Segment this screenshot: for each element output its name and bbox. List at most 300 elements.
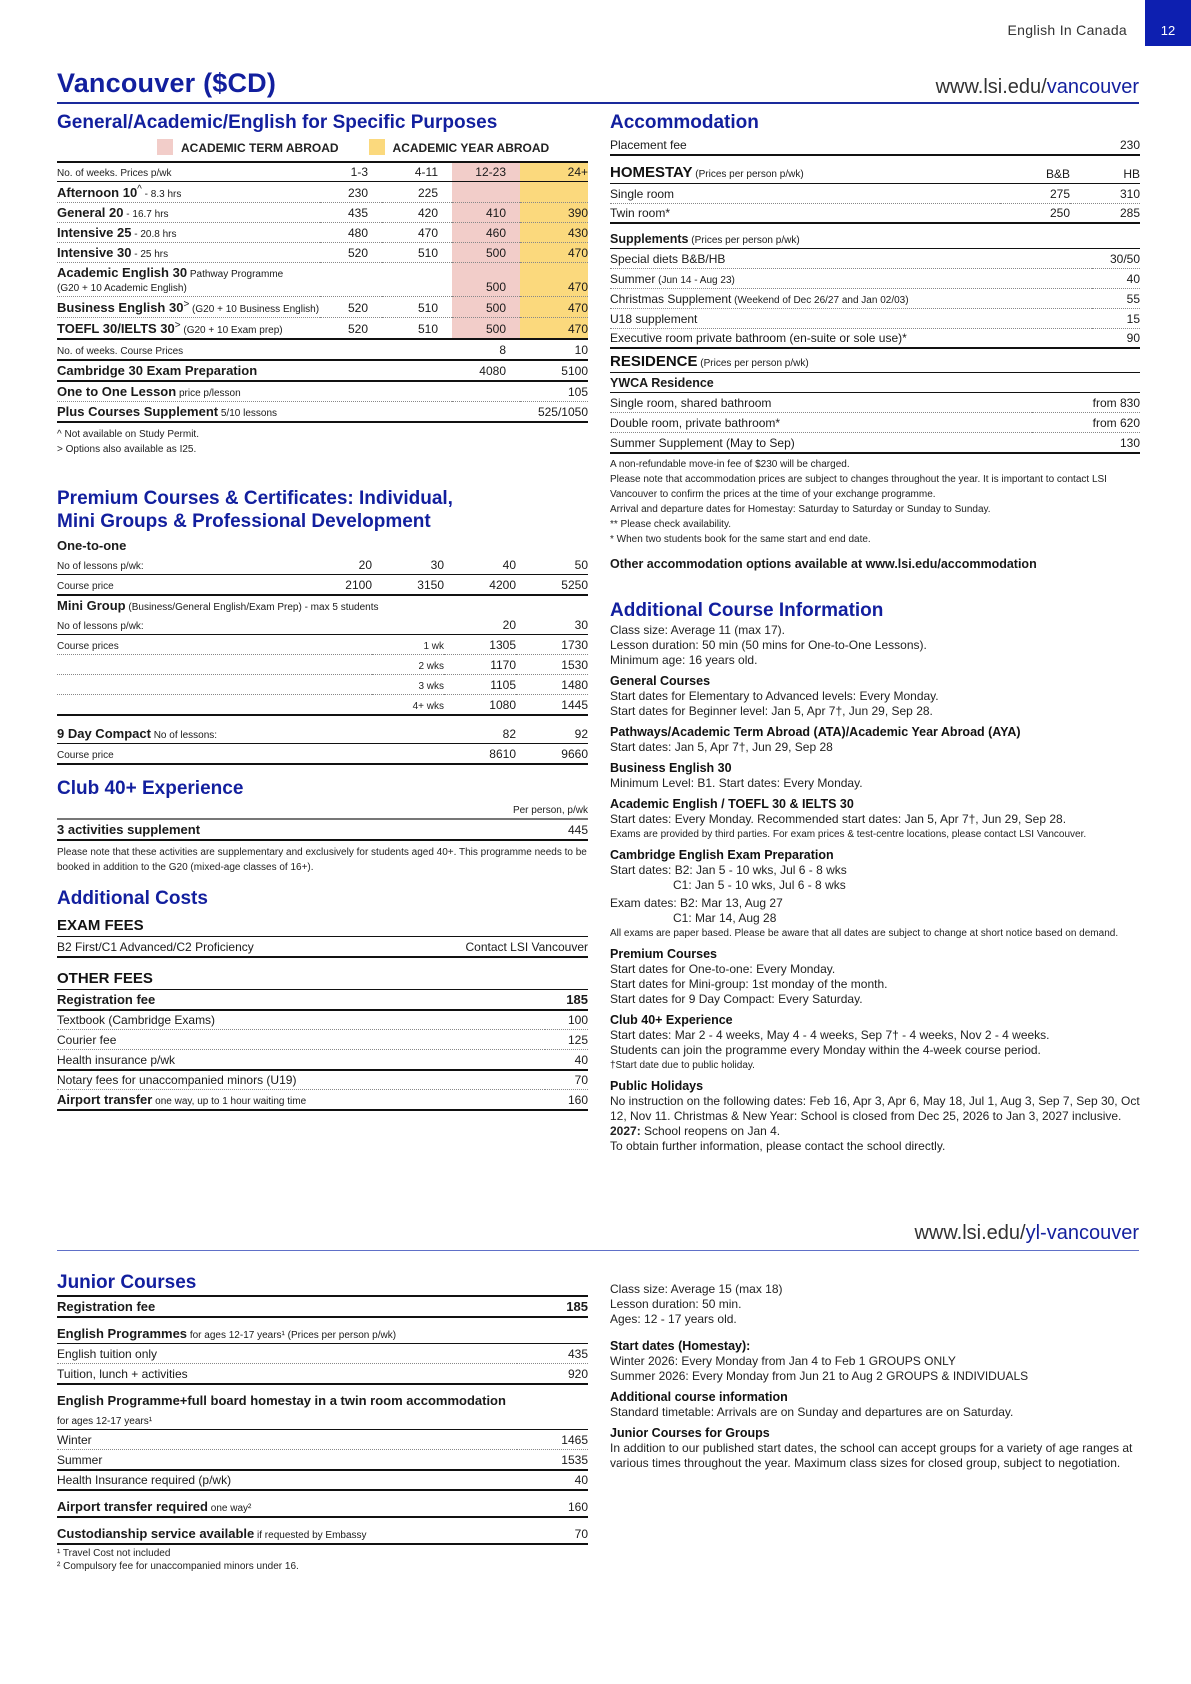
weeks-label: 4+ wks [372, 695, 444, 715]
row-label: Intensive 30 [57, 245, 132, 261]
course-col: 8 [452, 340, 520, 360]
row-value [520, 182, 588, 203]
row-value: 1445 [516, 695, 588, 715]
one-to-one-table [57, 536, 588, 596]
row-label: Academic English 30 [57, 265, 188, 281]
row-detail: - 16.7 hrs [123, 209, 169, 221]
residence-table [610, 351, 1140, 454]
price-label: Course price [57, 744, 444, 764]
row-value: 1305 [444, 635, 516, 655]
general-section [57, 112, 588, 457]
row-detail: (Weekend of Dec 26/27 and Jan 02/03) [731, 294, 909, 306]
row-label: Summer [610, 271, 656, 286]
info-line: Minimum Level: B1. Start dates: Every Monday. [610, 775, 863, 790]
programmes-label: English Programmes [57, 1326, 188, 1342]
row-label: Summer Supplement (May to Sep) [610, 433, 1032, 453]
page-number: 12 [1145, 0, 1191, 46]
club40-col-label: Per person, p/wk [57, 805, 588, 820]
table-row [57, 203, 588, 223]
supplements-detail: (Prices per person p/wk) [688, 234, 800, 246]
row-value: from 830 [1032, 393, 1140, 413]
table-row [610, 433, 1140, 453]
section-label: English In Canada [1007, 22, 1127, 38]
footnote: ¹ Travel Cost not included [57, 1547, 171, 1559]
heading-line: Mini Groups & Professional Development [57, 510, 431, 532]
course-info-section [610, 600, 1140, 1154]
table-row [57, 381, 588, 402]
table-row [57, 297, 588, 318]
url-prefix: www.lsi.edu/ [914, 1222, 1026, 1244]
row-value: 160 [545, 1090, 588, 1111]
info-line: Lesson duration: 50 min. [610, 1297, 742, 1311]
table-row [610, 268, 1140, 288]
row-value: 470 [520, 318, 588, 340]
lessons-value: 82 [444, 724, 516, 744]
table-row [57, 360, 588, 381]
info-line: Standard timetable: Arrivals are on Sunday and departures are on Saturday. [610, 1405, 1014, 1419]
fullboard-label: English Programme+full board homestay in a twin room accommodation [57, 1392, 506, 1408]
table-row [610, 413, 1140, 433]
note: A non-refundable move-in fee of $230 will be charged. [610, 458, 850, 470]
row-value: 5100 [520, 360, 588, 381]
columns-label: No. of weeks. Prices p/wk [57, 162, 320, 182]
note: ** Please check availability. [610, 518, 731, 530]
row-label-cell [57, 318, 320, 340]
info-line: Class size: Average 11 (max 17). [610, 622, 785, 637]
row-label: Custodianship service available [57, 1525, 255, 1541]
row-label [57, 655, 372, 675]
row-label-cell [57, 203, 320, 223]
junior-info-section [610, 1282, 1140, 1471]
row-label-cell [610, 248, 1092, 268]
row-label: Tuition, lunch + activities [57, 1364, 517, 1384]
row-label: U18 supplement [610, 311, 698, 326]
lessons-row [57, 555, 588, 575]
info-note: Exams are provided by third parties. For exam prices & test-centre locations, please contact LSI Vancouver. [610, 828, 1087, 840]
row-sup: ^ [137, 184, 142, 196]
info-subheading: Club 40+ Experience [610, 1012, 733, 1027]
footnote: > Options also available as I25. [57, 444, 197, 456]
weeks-label: 3 wks [372, 675, 444, 695]
mini-group-table [57, 596, 588, 716]
other-fees-heading: OTHER FEES [57, 970, 588, 990]
info-line: Start dates for Elementary to Advanced levels: Every Monday. [610, 688, 939, 703]
info-line: To obtain further information, please contact the school directly. [610, 1138, 946, 1153]
row-value: 520 [320, 297, 382, 318]
placement-table [610, 135, 1140, 156]
yl-vancouver-link[interactable] [914, 1222, 1139, 1245]
lessons-value: 92 [516, 724, 588, 744]
row-value: 420 [382, 203, 452, 223]
row-value: 500 [452, 318, 520, 340]
row-label: Health insurance p/wk [57, 1052, 176, 1067]
info-line: Exam dates: B2: Mar 13, Aug 27 [610, 895, 783, 910]
footnote: ^ Not available on Study Permit. [57, 429, 199, 441]
weeks-label: 2 wks [372, 655, 444, 675]
table-row [57, 635, 588, 655]
row-value: 470 [520, 243, 588, 263]
supplements-table [610, 228, 1140, 349]
exam-fees-heading: EXAM FEES [57, 917, 588, 937]
info-line: Lesson duration: 50 min (50 mins for One-to-One Lessons). [610, 637, 927, 652]
info-subheading: Premium Courses [610, 946, 717, 961]
residence-sub: YWCA Residence [610, 373, 1140, 393]
row-label-cell [610, 268, 1092, 288]
row-label: Airport transfer [57, 1092, 153, 1108]
lessons-label: No of lessons p/wk: [57, 615, 444, 635]
row-label [57, 695, 372, 715]
info-subheading: Additional course information [610, 1390, 788, 1404]
page-title: Vancouver ($CD) [57, 68, 277, 98]
row-value: 470 [520, 297, 588, 318]
costs-section [57, 888, 588, 1111]
info-subheading: Cambridge English Exam Preparation [610, 847, 834, 862]
row-value [320, 263, 382, 297]
club40-note: Please note that these activities are supplementary and exclusively for students aged 40+. This programme needs to be booked in addition to the G20 (mixed-age classes of 16+). [57, 846, 587, 873]
row-detail: Pathway Programme [187, 269, 284, 281]
general-footnotes [57, 427, 588, 457]
row-label: Single room, shared bathroom [610, 393, 1032, 413]
lessons-value: 40 [444, 555, 516, 575]
row-value: from 620 [1032, 413, 1140, 433]
junior-airport-table [57, 1497, 588, 1518]
table-row [57, 1050, 588, 1070]
row-value: 55 [1092, 288, 1140, 308]
table-header-row [57, 162, 588, 182]
table-row [57, 1344, 588, 1364]
row-label-cell [57, 990, 545, 1010]
table-row [57, 263, 588, 297]
course-price-table [57, 340, 588, 423]
row-detail: one way² [207, 1502, 252, 1514]
table-row [610, 328, 1140, 348]
one-to-one-label: One-to-one [57, 537, 127, 553]
row-value: 480 [320, 223, 382, 243]
row-label: Registration fee [57, 991, 156, 1007]
row-value: 185 [545, 990, 588, 1010]
row-label: 3 activities supplement [57, 820, 523, 840]
info-subheading: Junior Courses for Groups [610, 1426, 770, 1440]
homestay-label: HOMESTAY [610, 163, 693, 181]
info-line: Minimum age: 16 years old. [610, 652, 758, 667]
junior-section [57, 1272, 588, 1573]
info-line: Students can join the programme every Monday within the 4-week course period. [610, 1042, 1041, 1057]
info-line: Winter 2026: Every Monday from Jan 4 to Feb 1 GROUPS ONLY [610, 1354, 956, 1368]
row-value: 15 [1092, 308, 1140, 328]
row-label: One to One Lesson [57, 384, 177, 400]
legend-term [157, 139, 339, 155]
costs-heading: Additional Costs [57, 888, 208, 909]
row-label: Christmas Supplement [610, 291, 732, 306]
row-label: Registration fee [57, 1296, 492, 1317]
row-detail: if requested by Embassy [254, 1529, 367, 1541]
row-label: English tuition only [57, 1344, 517, 1364]
row-sup: > [183, 299, 190, 311]
row-value: 160 [538, 1497, 588, 1517]
row-value [452, 182, 520, 203]
info-subheading: Academic English / TOEFL 30 & IELTS 30 [610, 796, 854, 811]
info-line: Start dates: Mar 2 - 4 weeks, May 4 - 4 weeks, Sep 7† - 4 weeks, Nov 2 - 4 weeks. [610, 1027, 1050, 1042]
row-value: 1535 [517, 1450, 588, 1470]
info-line: No instruction on the following dates: Feb 16, Apr 3, Apr 6, May 18, Jul 1, Aug 3, Sep 7, Sep 30, Oct 12, Nov 11. Christmas & New Year: School is closed from Dec 25, 2026 to Jan 3, 2027 inclusive. [610, 1093, 1140, 1123]
info-subheading: Start dates (Homestay): [610, 1339, 751, 1353]
mini-group-detail: (Business/General English/Exam Prep) - max 5 students [125, 601, 379, 613]
row-value: 510 [382, 318, 452, 340]
row-value: 920 [517, 1364, 588, 1384]
table-row [57, 1030, 588, 1050]
row-label: Winter [57, 1430, 517, 1450]
row-value: 105 [520, 381, 588, 402]
info-line: C1: Mar 14, Aug 28 [673, 910, 777, 925]
info-subheading: General Courses [610, 673, 711, 688]
info-line: Start dates for 9 Day Compact: Every Saturday. [610, 991, 863, 1006]
residence-detail: (Prices per person p/wk) [697, 358, 809, 370]
course-info-body [610, 623, 1140, 1154]
price-row [57, 575, 588, 595]
table-row [57, 1010, 588, 1030]
row-value: 525/1050 [520, 402, 588, 423]
row-label: Airport transfer required [57, 1498, 208, 1514]
course-label: No. of weeks. Course Prices [57, 340, 452, 360]
row-label: Special diets B&B/HB [610, 251, 726, 266]
row-label-cell [57, 263, 320, 297]
legend-term-label: ACADEMIC TERM ABROAD [181, 140, 339, 155]
price-value: 2100 [304, 575, 372, 595]
row-detail: (G20 + 10 Business English) [189, 304, 320, 316]
row-label: Health Insurance required (p/wk) [57, 1470, 517, 1490]
info-bold: 2027: [610, 1123, 641, 1138]
row-value: 1080 [444, 695, 516, 715]
info-subheading: Public Holidays [610, 1078, 704, 1093]
info-text: School reopens on Jan 4. [640, 1123, 781, 1138]
row-value: 1480 [516, 675, 588, 695]
lessons-row [57, 615, 588, 635]
junior-fullboard-table [57, 1391, 588, 1491]
info-note: All exams are paper based. Please be aware that all dates are subject to change at short notice based on demand. [610, 927, 1119, 939]
row-value: 130 [1032, 433, 1140, 453]
row-label: Executive room private bathroom (en-suite or sole use)* [610, 331, 907, 346]
course-info-heading: Additional Course Information [610, 600, 884, 621]
junior-info-body [610, 1282, 1140, 1471]
row-value: 500 [452, 263, 520, 297]
note: * When two students book for the same start and end date. [610, 533, 871, 545]
info-subheading: Business English 30 [610, 760, 732, 775]
row-value: 435 [517, 1344, 588, 1364]
fullboard-detail: for ages 12-17 years¹ [57, 1410, 588, 1430]
note: Please note that accommodation prices are subject to changes throughout the year. It is important to contact LSI Vancouver to confirm the prices at the time of your exchange programme. [610, 473, 1107, 500]
course-col: 10 [520, 340, 588, 360]
table-row [610, 288, 1140, 308]
price-value: 8610 [444, 744, 516, 764]
row-value: 510 [382, 297, 452, 318]
lessons-row [57, 724, 588, 744]
row-value: 70 [566, 1524, 588, 1544]
row-label: B2 First/C1 Advanced/C2 Proficiency [57, 937, 384, 957]
row-value: 500 [452, 243, 520, 263]
weeks-label: 1 wk [372, 635, 444, 655]
row-value: 90 [1092, 328, 1140, 348]
other-accommodation-link[interactable]: Other accommodation options available at www.lsi.edu/accommodation [610, 556, 1037, 571]
row-value: 390 [520, 203, 588, 223]
junior-heading: Junior Courses [57, 1272, 197, 1293]
supplements-header [610, 228, 1140, 248]
row-value: 1730 [516, 635, 588, 655]
page-header [1007, 0, 1191, 46]
row-label-cell [57, 1010, 545, 1030]
info-line: Start dates for Mini-group: 1st monday of the month. [610, 976, 888, 991]
row-label-cell [57, 182, 320, 203]
row-label: Notary fees for unaccompanied minors (U19) [57, 1073, 297, 1088]
price-value: 9660 [516, 744, 588, 764]
row-value: Contact LSI Vancouver [384, 937, 588, 957]
year-swatch [369, 139, 385, 155]
info-line: C1: Jan 5 - 10 wks, Jul 6 - 8 wks [673, 877, 846, 892]
heading-line: Premium Courses & Certificates: Individual, [57, 488, 453, 509]
compact-label: 9 Day Compact [57, 726, 151, 742]
junior-custodian-table [57, 1524, 588, 1545]
col-header: 1-3 [320, 162, 382, 182]
row-value: 520 [320, 243, 382, 263]
row-value: 40 [1092, 268, 1140, 288]
term-swatch [157, 139, 173, 155]
table-row [57, 402, 588, 423]
junior-programmes-table [57, 1324, 588, 1385]
accommodation-notes [610, 457, 1140, 547]
row-label: Afternoon 10 [57, 185, 138, 201]
row-label: Textbook (Cambridge Exams) [57, 1013, 216, 1028]
price-label: Course price [57, 575, 304, 595]
info-line [610, 1124, 1140, 1139]
legend-year-label: ACADEMIC YEAR ABROAD [392, 140, 550, 155]
row-label: Summer [57, 1450, 517, 1470]
club40-heading: Club 40+ Experience [57, 778, 244, 799]
row-value: 285 [1070, 203, 1140, 223]
table-row [57, 695, 588, 715]
lessons-value: 20 [304, 555, 372, 575]
table-row [57, 1450, 588, 1470]
row-detail: (Jun 14 - Aug 23) [655, 274, 735, 286]
lessons-value: 20 [444, 615, 516, 635]
compact-table [57, 724, 588, 765]
residence-header [610, 351, 1140, 373]
table-row [57, 675, 588, 695]
row-value: 470 [520, 263, 588, 297]
info-subheading: Pathways/Academic Term Abroad (ATA)/Academic Year Abroad (AYA) [610, 724, 1021, 739]
row-value: 125 [545, 1030, 588, 1050]
footnote: ² Compulsory fee for unaccompanied minors under 16. [57, 1560, 299, 1572]
divider [57, 1250, 1139, 1251]
info-line: Class size: Average 15 (max 18) [610, 1282, 783, 1296]
table-row [57, 1296, 588, 1317]
row-label-cell [610, 328, 1092, 348]
row-label-cell [57, 1090, 545, 1111]
price-value: 3150 [372, 575, 444, 595]
general-price-table [57, 161, 588, 341]
row-value: 70 [545, 1070, 588, 1090]
row-label-cell [57, 1070, 545, 1090]
row-label: Plus Courses Supplement [57, 404, 219, 420]
row-detail: 5/10 lessons [218, 408, 278, 420]
exam-fees-table [57, 937, 588, 958]
row-label: Courier fee [57, 1033, 117, 1048]
homestay-detail: (Prices per person p/wk) [692, 168, 804, 180]
note: Arrival and departure dates for Homestay: Saturday to Saturday or Sunday to Sunday. [610, 503, 991, 515]
row-sup: > [174, 320, 181, 332]
programmes-detail: for ages 12-17 years¹ (Prices per person p/wk) [187, 1330, 397, 1342]
premium-heading [57, 488, 588, 534]
row-detail: price p/lesson [176, 388, 241, 400]
title-row [57, 62, 1139, 104]
club40-section [57, 778, 588, 875]
row-value: 1465 [517, 1430, 588, 1450]
table-row [57, 1470, 588, 1490]
row-value: 100 [545, 1010, 588, 1030]
general-heading: General/Academic/English for Specific Purposes [57, 112, 498, 133]
row-value: 520 [320, 318, 382, 340]
info-line: Ages: 12 - 17 years old. [610, 1312, 737, 1326]
row-label-cell [57, 223, 320, 243]
table-row [57, 1070, 588, 1090]
row-value: 40 [545, 1050, 588, 1070]
table-row [610, 248, 1140, 268]
row-value: 430 [520, 223, 588, 243]
row-label: Intensive 25 [57, 225, 132, 241]
row-label: Business English 30 [57, 300, 184, 316]
row-value: 510 [382, 243, 452, 263]
table-row [57, 937, 588, 957]
row-value: 445 [523, 820, 588, 840]
row-label: Course prices [57, 635, 372, 655]
info-line: In addition to our published start dates, the school can accept groups for a variety of age ranges at various times throughout the year. Maximum class sizes for closed group, subject to negotiation. [610, 1441, 1133, 1470]
row-value: 460 [452, 223, 520, 243]
lessons-value: 30 [372, 555, 444, 575]
table-row [57, 1364, 588, 1384]
table-row [57, 655, 588, 675]
legend [157, 139, 588, 155]
table-row [57, 182, 588, 203]
legend-year [369, 139, 550, 155]
residence-label: RESIDENCE [610, 353, 698, 371]
mini-group-label: Mini Group [57, 597, 126, 613]
row-label: TOEFL 30/IELTS 30 [57, 321, 175, 337]
homestay-header [610, 162, 1140, 184]
row-label: Twin room* [610, 203, 1000, 223]
course-header-row [57, 340, 588, 360]
table-row [610, 393, 1140, 413]
premium-section [57, 488, 588, 765]
col-header: HB [1070, 162, 1140, 184]
row-label-cell [57, 1030, 545, 1050]
vancouver-link[interactable] [936, 76, 1139, 99]
row-value: 310 [1070, 183, 1140, 203]
price-value: 5250 [516, 575, 588, 595]
row-value: 435 [320, 203, 382, 223]
url-path: vancouver [1046, 76, 1139, 98]
url-prefix: www.lsi.edu/ [935, 76, 1047, 98]
row-detail: - 20.8 hrs [131, 229, 177, 241]
accommodation-heading: Accommodation [610, 112, 759, 133]
row-label: Cambridge 30 Exam Preparation [57, 360, 452, 381]
row-value: 230 [1030, 135, 1140, 155]
row-label [57, 675, 372, 695]
row-label-cell [57, 243, 320, 263]
row-value: 470 [382, 223, 452, 243]
table-row [57, 990, 588, 1010]
row-label-cell [57, 1050, 545, 1070]
table-row [57, 318, 588, 340]
col-header: B&B [1000, 162, 1070, 184]
row-label: Double room, private bathroom* [610, 413, 1032, 433]
